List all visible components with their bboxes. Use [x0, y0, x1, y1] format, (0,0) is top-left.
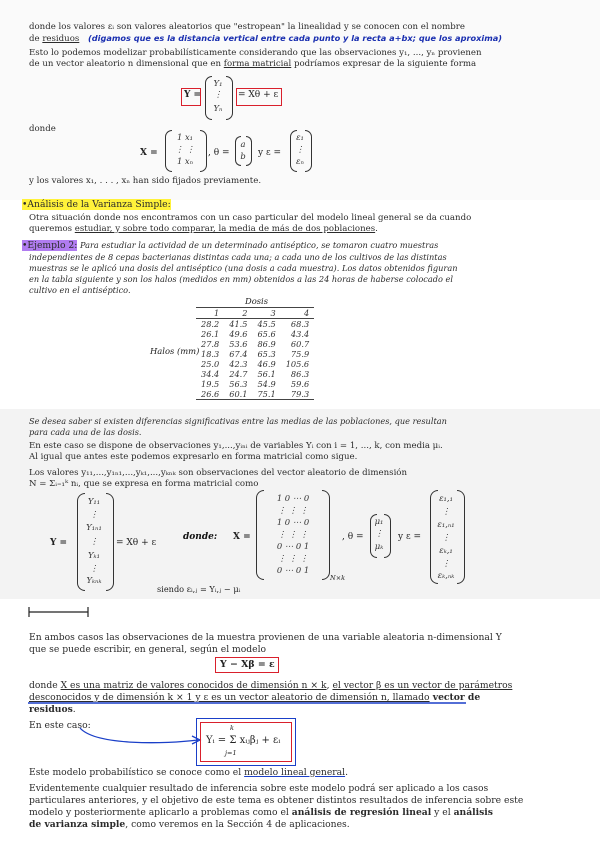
forma-matricial-link[interactable]: forma matricial [223, 59, 292, 69]
table-cell: 28.2 [201, 319, 220, 329]
anova-title: •Análisis de la Varianza Simple: [22, 199, 171, 210]
bigY-cell: ⋮ [89, 536, 99, 546]
table-cell: 27.8 [201, 339, 220, 349]
bigY-cell: Yₖ₁ [88, 550, 100, 560]
bigY-cell: ⋮ [89, 563, 99, 573]
text-line: cultivo en el antiséptico. [29, 285, 131, 295]
text-fragment: donde [29, 680, 61, 691]
eq1-vec-top: Y₁ [213, 78, 223, 88]
bigY-cell: Y₁₁ [87, 496, 101, 506]
X-label: X = [140, 148, 158, 158]
table-cell: 42.3 [229, 359, 248, 369]
table-cell: 53.6 [229, 339, 248, 349]
X-row: 1 x₁ [176, 132, 194, 142]
table-cell: 43.4 [290, 329, 310, 339]
text-fragment: , como veremos en la Sección 4 de aplicaciones. [125, 819, 350, 830]
bigTheta-cell: μ₁ [374, 516, 384, 526]
bigEps-cell: εₖ,ₙₖ [437, 570, 455, 580]
text-line-modelo [29, 767, 348, 778]
example-label: •Ejemplo 2: [22, 240, 78, 251]
donde-handwritten: donde: [183, 532, 218, 542]
bigX-label: X = [233, 532, 251, 542]
regresion-bold: análisis de regresión lineal [291, 807, 432, 818]
bigEps-label: y ε = [398, 532, 422, 542]
table-row [196, 369, 314, 379]
table-cell: 65.6 [257, 329, 276, 339]
table-cell: 18.3 [201, 349, 220, 359]
table-cell: 19.5 [201, 379, 220, 389]
text-fragment: y el [431, 807, 454, 818]
text-fragment: Para estudiar la actividad de un determinado antiséptico, se tomaron cuatro muestras [79, 240, 439, 250]
bigX-row: 0 ⋯ 0 1 [276, 565, 310, 575]
table-cell: 65.3 [257, 349, 276, 359]
X-row: ⋮ ⋮ [175, 144, 195, 154]
blue-underline [28, 701, 468, 705]
text-line-matricial [29, 59, 476, 70]
table-row [196, 339, 314, 349]
table-cell: 46.9 [257, 359, 276, 369]
table-cell: 86.9 [257, 339, 276, 349]
table-cell: 25.0 [201, 359, 220, 369]
eps-label: y ε = [258, 148, 282, 158]
text-line: Al igual que antes este podemos expresarlo en forma matricial como sigue. [29, 452, 358, 462]
table-cell: 45.5 [257, 319, 276, 329]
example-line-1 [22, 240, 438, 251]
table-header: 1 [196, 308, 224, 319]
table-cell: 86.3 [290, 369, 310, 379]
table-cell: 49.6 [229, 329, 248, 339]
theta-paren-right [246, 136, 252, 166]
bigY-cell: Y₁ₙ₁ [86, 522, 102, 532]
text-line-varianza [29, 819, 350, 830]
text-line: particulares anteriores, y el objetivo de este tema es obtener distintos resultados de inferencia sobre este [29, 795, 524, 806]
table-cell: 105.6 [285, 359, 310, 369]
table-cell: 26.6 [196, 389, 224, 400]
bigEps-cell: ε₁,₁ [439, 493, 453, 503]
bigY-label: Y = [50, 538, 68, 548]
table-cell: 75.1 [252, 389, 280, 400]
table-cell: 26.1 [201, 329, 220, 339]
table-row [196, 329, 314, 339]
sum-upper: k [230, 724, 234, 732]
siendo-eq: siendo εᵢ,ⱼ = Yᵢ,ⱼ − μᵢ [157, 584, 241, 594]
table-cell: 75.9 [290, 349, 310, 359]
table-cell: 59.6 [290, 379, 310, 389]
table-cell: 56.1 [257, 369, 276, 379]
table-row [196, 389, 314, 400]
bigX-subscript: N×k [330, 574, 346, 582]
text-fragment: queremos [29, 224, 75, 234]
eq1-lhs: Y = [184, 90, 202, 100]
eq1-vec-bot: Yₙ [213, 103, 223, 113]
bigX-paren-right [322, 490, 330, 580]
X-row: 1 xₙ [176, 156, 194, 166]
bigEps-paren-right [457, 490, 465, 584]
table-row [196, 319, 314, 330]
vector-residuos-bold: vector de [429, 692, 481, 703]
text-line: donde los valores εᵢ son valores aleatorios que "estropean" la linealidad y se conocen con el nombre [29, 22, 465, 32]
text-line: que se puede escribir, en general, según el modelo [29, 644, 267, 655]
sum-lower: j=1 [225, 749, 237, 757]
text-line: Se desea saber si existen diferencias significativas entre las medias de las poblaciones, que resultan [29, 416, 447, 426]
residuos-word: residuos [42, 34, 80, 44]
table-cell: 67.4 [229, 349, 248, 359]
table-cell: 60.7 [290, 339, 310, 349]
halos-label: Halos (mm) [150, 346, 200, 356]
text-line-analisis [29, 807, 493, 818]
table-cell: 54.9 [257, 379, 276, 389]
bigX-row: ⋮ ⋮ ⋮ [277, 505, 309, 515]
anova-title-row [22, 199, 171, 210]
table-cell: 60.1 [224, 389, 252, 400]
text-line-donde-X [29, 680, 512, 691]
bigEps-cell: ⋮ [441, 506, 451, 516]
text-line-compare [29, 224, 378, 235]
section-separator [28, 605, 90, 619]
text-fragment: de [29, 34, 43, 44]
eq1-rhs: = Xθ + ε [238, 90, 279, 100]
handwritten-note: (digamos que es la distancia vertical entre cada punto y la recta a+bx; que los aproxima) [88, 33, 502, 43]
modelo-lineal-general: modelo lineal general [244, 767, 346, 778]
text-fragment: . [375, 224, 378, 234]
text-fragment: . [72, 704, 76, 715]
table-cell: 41.5 [229, 319, 248, 329]
bigEps-cell: ε₁,ₙ₁ [437, 519, 455, 529]
bigY-cell: Yₖₙₖ [86, 575, 102, 585]
table-cell: 68.3 [290, 319, 310, 329]
text-fragment: Este modelo probabilístico se conoce como el [29, 767, 245, 778]
text-line: En ambos casos las observaciones de la muestra provienen de una variable aleatoria n-dimensional Y [29, 632, 502, 643]
table-row [196, 379, 314, 389]
sum-equation: Yᵢ = Σ xᵢⱼβⱼ + εᵢ [206, 735, 281, 746]
bigX-row: 1 0 ⋯ 0 [276, 493, 310, 503]
text-fragment: . [345, 767, 348, 778]
model-equation: Y − Xβ = ε [220, 659, 275, 670]
table-row [196, 359, 314, 369]
text-fragment: , [326, 680, 333, 691]
bigX-row: 0 ⋯ 0 1 [276, 541, 310, 551]
text-line: y los valores x₁, . . . , xₙ han sido fijados previamente. [29, 176, 262, 186]
bigEps-cell: εₖ,₁ [439, 545, 453, 555]
X-paren-right [200, 130, 207, 172]
eq1-vec-dots: ⋮ [213, 89, 223, 99]
text-line-residuos [29, 33, 502, 45]
varianza-bold: de varianza simple [29, 819, 126, 830]
eps-description: desconocidos y de dimensión k × 1 y ε es un vector aleatorio de dimensión n, llamado [29, 692, 430, 703]
eps-dots: ⋮ [295, 144, 305, 154]
bigTheta-cell: ⋮ [374, 528, 384, 538]
table-cell: 34.4 [201, 369, 220, 379]
text-line-residuos-end [29, 704, 76, 715]
theta-label: , θ = [208, 148, 230, 158]
text-line: En este caso se dispone de observaciones y₁,...,yᵢₙᵢ de variables Yᵢ con i = 1, ..., k, con media μᵢ. [29, 441, 443, 451]
table-header: 4 [281, 308, 314, 319]
text-line: Evidentemente cualquier resultado de inferencia sobre este modelo podrá ser aplicado a los casos [29, 783, 489, 794]
table-row [196, 349, 314, 359]
eps-paren-right [305, 130, 312, 172]
donde-label: donde [29, 124, 56, 134]
bigEps-cell: ⋮ [441, 532, 451, 542]
table-cell: 79.3 [281, 389, 314, 400]
table-header: 2 [224, 308, 252, 319]
text-line: Esto lo podemos modelizar probabilísticamente considerando que las observaciones y₁, ..., yₙ provienen [29, 48, 482, 58]
text-fragment: modelo y posteriormente aplicarlo a problemas como el [29, 807, 292, 818]
residuos-bold: residuos [29, 704, 73, 715]
X-description: X es una matriz de valores conocidos de dimensión n × k [60, 680, 327, 691]
eps-top: ε₁ [296, 132, 304, 142]
text-line: para cada una de las dosis. [29, 427, 142, 437]
text-line: N = Σᵢ₌₁ᵏ nᵢ, que se expresa en forma matricial como [29, 479, 259, 489]
text-fragment: podríamos expresar de la siguiente forma [291, 59, 477, 69]
bigTheta-paren-right [384, 514, 391, 558]
table-header-row [196, 308, 314, 319]
bigY-cell: ⋮ [89, 509, 99, 519]
theta-a: a [240, 139, 246, 149]
bigTheta-label: , θ = [342, 532, 364, 542]
theta-b: b [240, 151, 246, 161]
dosis-label: Dosis [245, 296, 269, 306]
text-line: muestras se le aplicó una dosis del antiséptico (una dosis a cada muestra). Los datos obtenidos figuran [29, 263, 458, 273]
table-header: 3 [252, 308, 280, 319]
data-table [196, 307, 314, 400]
text-fragment: de un vector aleatorio n dimensional que en [29, 59, 224, 69]
bigTheta-cell: μₖ [374, 541, 384, 551]
text-line: independientes de 8 cepas bacterianas distintas cada una; a cada uno de los cultivos de las distintas [29, 252, 447, 262]
en-este-caso: En este caso: [29, 720, 91, 731]
bigY-paren-right [106, 493, 114, 591]
eps-bot: εₙ [296, 156, 304, 166]
bigEps-cell: ⋮ [441, 558, 451, 568]
text-line: Otra situación donde nos encontramos con un caso particular del modelo lineal general se da cuando [29, 213, 472, 223]
compare-link[interactable]: estudiar, y sobre todo comparar, la media de más de dos poblaciones [74, 224, 376, 234]
table-cell: 24.7 [229, 369, 248, 379]
text-line: Los valores y₁₁,...,y₁ₙ₁,...,yₖ₁,...,yₖₙₖ son observaciones del vector aleatorio de dimensión [29, 468, 408, 478]
arrow-annotation [76, 724, 206, 748]
table-cell: 56.3 [229, 379, 248, 389]
bigX-row: ⋮ ⋮ ⋮ [277, 529, 309, 539]
text-line: en la tabla siguiente y son los halos (medidos en mm) obtenidos a las 24 horas de haberse colocado el [29, 274, 453, 284]
bigX-row: 1 0 ⋯ 0 [276, 517, 310, 527]
eq1-paren-right [226, 76, 233, 120]
beta-description: el vector β es un vector de parámetros [332, 680, 513, 691]
big-eq: = Xθ + ε [116, 538, 157, 548]
bigX-row: ⋮ ⋮ ⋮ [277, 553, 309, 563]
analisis-bold: análisis [453, 807, 493, 818]
